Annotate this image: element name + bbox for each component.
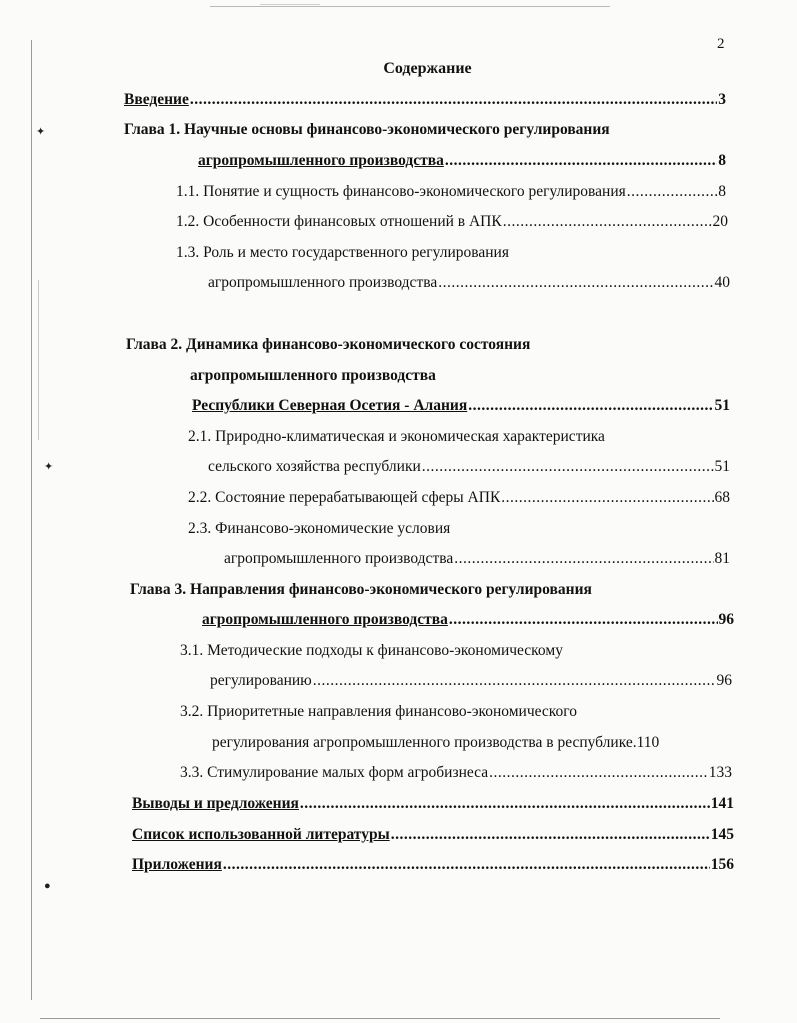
- leader-dots: [422, 457, 714, 477]
- toc-section-2-3-heading: 2.3. Финансово-экономические условия: [188, 520, 451, 537]
- binding-hole-mark: ●: [44, 880, 51, 892]
- scan-artifact-left: [31, 40, 32, 1000]
- toc-entry-label: 2.2. Состояние перерабатывающей сферы АПК: [188, 489, 501, 506]
- leader-dots: [468, 396, 713, 416]
- toc-entry-label: 3.3. Стимулирование малых форм агробизнеса: [180, 764, 489, 781]
- toc-entry-page: 8: [718, 183, 726, 200]
- toc-entry-page: 145: [710, 826, 734, 843]
- toc-entry-page: 40: [714, 274, 730, 291]
- toc-entry-label: регулирования агропромышленного производства в республике.: [212, 734, 637, 751]
- leader-dots: [300, 794, 710, 814]
- page-number: 2: [717, 36, 725, 52]
- toc-entry-introduction: [124, 90, 726, 110]
- toc-section-1-2: [176, 212, 728, 232]
- toc-entry-page: 51: [714, 458, 730, 475]
- toc-entry-label: 1.1. Понятие и сущность финансово-экономического регулирования: [176, 183, 626, 200]
- toc-section-3-1: [210, 671, 732, 691]
- toc-entry-page: 68: [714, 489, 730, 506]
- toc-entry-page: 133: [708, 764, 732, 781]
- toc-chapter-3: [202, 610, 734, 630]
- toc-chapter-1: [198, 151, 726, 171]
- toc-entry-page: 156: [710, 856, 734, 873]
- scan-artifact-left-faint: [38, 280, 39, 440]
- toc-bibliography: [132, 825, 734, 845]
- toc-entry-label: сельского хозяйства республики: [208, 458, 421, 475]
- toc-chapter-2-heading: Глава 2. Динамика финансово-экономического состояния: [126, 336, 531, 353]
- toc-chapter-2: [192, 396, 730, 416]
- toc-entry-label: Республики Северная Осетия - Алания: [192, 397, 468, 414]
- binding-hole-mark: ✦: [44, 461, 54, 473]
- leader-dots: [438, 273, 713, 293]
- toc-section-2-1-heading: 2.1. Природно-климатическая и экономическая характеристика: [188, 428, 605, 445]
- leader-dots: [190, 90, 717, 110]
- toc-entry-page: 141: [710, 795, 734, 812]
- toc-chapter-2-heading-line2: агропромышленного производства: [190, 367, 436, 384]
- scan-artifact-top-short: [260, 4, 320, 5]
- toc-entry-label: Список использованной литературы: [132, 826, 390, 843]
- toc-entry-label: Введение: [124, 91, 189, 108]
- leader-dots: [627, 182, 717, 202]
- toc-section-3-1-heading: 3.1. Методические подходы к финансово-экономическому: [180, 642, 563, 659]
- toc-section-2-3: [224, 549, 730, 569]
- toc-section-1-1: [176, 182, 726, 202]
- toc-section-3-2: [212, 733, 736, 753]
- toc-entry-label: регулированию: [210, 672, 312, 689]
- toc-entry-page: 96: [716, 672, 732, 689]
- toc-conclusions: [132, 794, 734, 814]
- leader-dots: [449, 610, 718, 630]
- leader-dots: [391, 825, 710, 845]
- page-title: Содержание: [383, 60, 472, 77]
- toc-chapter-3-heading: Глава 3. Направления финансово-экономического регулирования: [130, 581, 592, 598]
- toc-section-1-3: [208, 273, 730, 293]
- toc-entry-page: 3: [718, 91, 726, 108]
- leader-dots: [501, 488, 713, 508]
- binding-hole-mark: ✦: [36, 126, 46, 138]
- leader-dots: [454, 549, 713, 569]
- toc-entry-page: 20: [712, 213, 728, 230]
- toc-entry-page: 51: [714, 397, 730, 414]
- toc-entry-label: Выводы и предложения: [132, 795, 299, 812]
- toc-entry-label: Приложения: [132, 856, 222, 873]
- toc-section-3-3: [180, 763, 732, 783]
- toc-entry-label: агропромышленного производства: [198, 152, 444, 169]
- leader-dots: [223, 855, 710, 875]
- toc-appendices: [132, 855, 734, 875]
- toc-entry-page: 96: [718, 611, 734, 628]
- toc-entry-label: агропромышленного производства: [224, 550, 454, 567]
- leader-dots: [489, 763, 708, 783]
- toc-section-2-2: [188, 488, 730, 508]
- toc-chapter-1-heading: Глава 1. Научные основы финансово-экономического регулирования: [124, 121, 610, 138]
- toc-entry-label: 1.2. Особенности финансовых отношений в АПК: [176, 213, 502, 230]
- toc-entry-label: агропромышленного производства: [208, 274, 438, 291]
- leader-dots: [445, 151, 717, 171]
- toc-section-2-1: [208, 457, 730, 477]
- toc-entry-page: 110: [636, 734, 660, 751]
- toc-section-3-2-heading: 3.2. Приоритетные направления финансово-экономического: [180, 703, 577, 720]
- toc-entry-page: 81: [714, 550, 730, 567]
- toc-section-1-3-heading: 1.3. Роль и место государственного регулирования: [176, 244, 509, 261]
- toc-entry-label: агропромышленного производства: [202, 611, 448, 628]
- scan-artifact-bottom: [40, 1018, 720, 1019]
- leader-dots: [313, 671, 716, 691]
- toc-entry-page: 8: [718, 152, 726, 169]
- leader-dots: [503, 212, 712, 232]
- scan-artifact-top: [210, 6, 610, 7]
